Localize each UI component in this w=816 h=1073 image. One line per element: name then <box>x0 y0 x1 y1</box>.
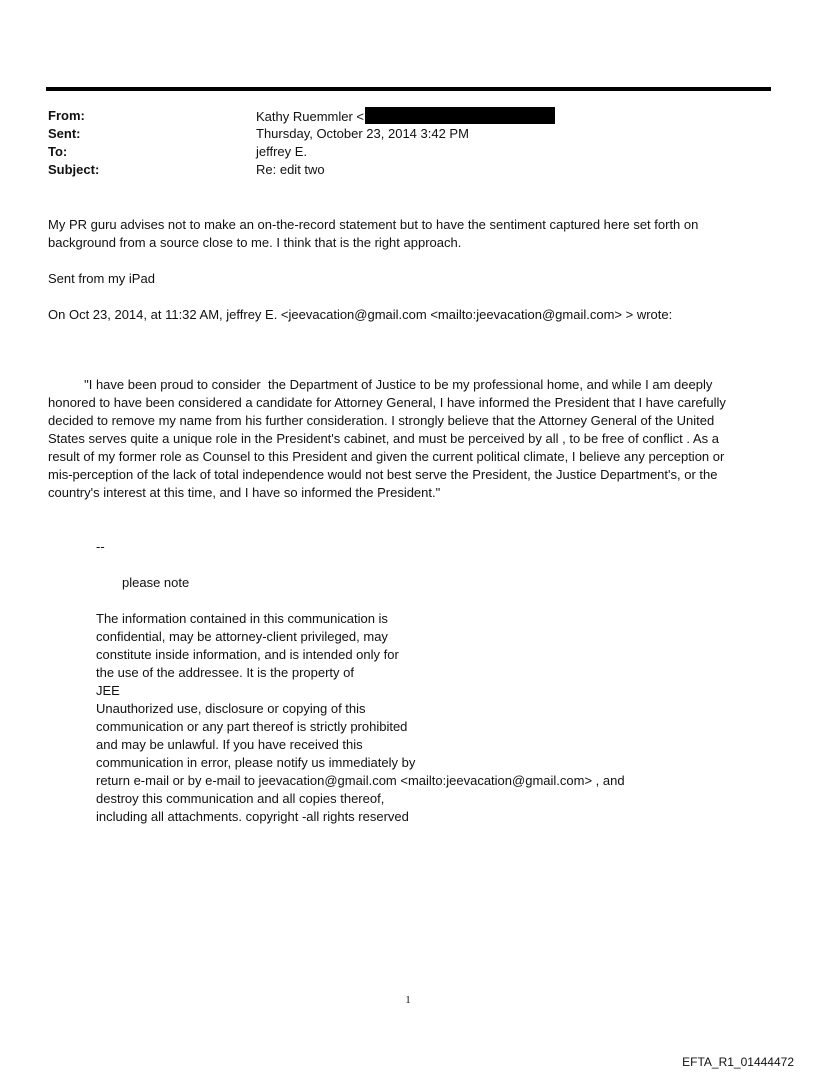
quote-line: country's interest at this time, and I have so informed the President." <box>48 485 441 500</box>
sender-name: Kathy Ruemmler < <box>256 109 365 124</box>
subject-value: Re: edit two <box>256 162 325 177</box>
notice-line: Unauthorized use, disclosure or copying of this <box>96 701 366 716</box>
from-value <box>256 107 555 126</box>
to-label: To: <box>48 144 68 159</box>
subject-label: Subject: <box>48 162 100 177</box>
page-number: 1 <box>405 994 411 1006</box>
confidentiality-notice <box>96 610 625 826</box>
to-value: jeffrey E. <box>256 144 308 159</box>
quote-line: honored to have been considered a candidate for Attorney General, I have informed the President that I have carefully <box>48 395 726 410</box>
notice-line: constitute inside information, and is intended only for <box>96 647 399 662</box>
quoted-attribution: On Oct 23, 2014, at 11:32 AM, jeffrey E. <jeevacation@gmail.com <mailto:jeevacation@gmail.com> > wrote: <box>48 307 673 322</box>
quote-line: mis-perception of the lack of total independence would not best serve the President, the Justice Department's, or the <box>48 467 718 482</box>
notice-line: JEE <box>96 683 120 698</box>
quoted-statement <box>48 376 726 502</box>
quote-line: decided to remove my name from his further consideration. I strongly believe that the Attorney General of the United <box>48 413 715 428</box>
notice-line: return e-mail or by e-mail to jeevacation@gmail.com <mailto:jeevacation@gmail.com> , and <box>96 773 625 788</box>
notice-line: and may be unlawful. If you have received this <box>96 737 363 752</box>
sent-from-line: Sent from my iPad <box>48 271 155 286</box>
notice-line: including all attachments. copyright -all rights reserved <box>96 809 409 824</box>
notice-line: the use of the addressee. It is the property of <box>96 665 354 680</box>
quote-line: States serves quite a unique role in the President's cabinet, and must be perceived by all , to be free of conflict . As a <box>48 431 719 446</box>
notice-line: The information contained in this communication is <box>96 611 388 626</box>
from-label: From: <box>48 108 85 123</box>
redaction-box <box>365 107 555 124</box>
body-paragraph-line-1: My PR guru advises not to make an on-the-record statement but to have the sentiment captured here set forth on <box>48 217 699 232</box>
notice-line: communication or any part thereof is strictly prohibited <box>96 719 408 734</box>
quote-line: result of my former role as Counsel to this President and given the current political climate, I believe any perception or <box>48 449 725 464</box>
notice-line: confidential, may be attorney-client privileged, may <box>96 629 388 644</box>
signature-dashes: -- <box>96 539 105 554</box>
please-note: please note <box>122 575 190 590</box>
sent-value: Thursday, October 23, 2014 3:42 PM <box>256 126 469 141</box>
notice-line: destroy this communication and all copies thereof, <box>96 791 385 806</box>
notice-line: communication in error, please notify us immediately by <box>96 755 416 770</box>
sent-label: Sent: <box>48 126 81 141</box>
bates-number: EFTA_R1_01444472 <box>682 1055 794 1069</box>
quote-line: "I have been proud to consider the Department of Justice to be my professional home, and while I am deeply <box>48 377 713 392</box>
header-rule <box>46 87 771 91</box>
body-paragraph-line-2: background from a source close to me. I think that is the right approach. <box>48 235 462 250</box>
